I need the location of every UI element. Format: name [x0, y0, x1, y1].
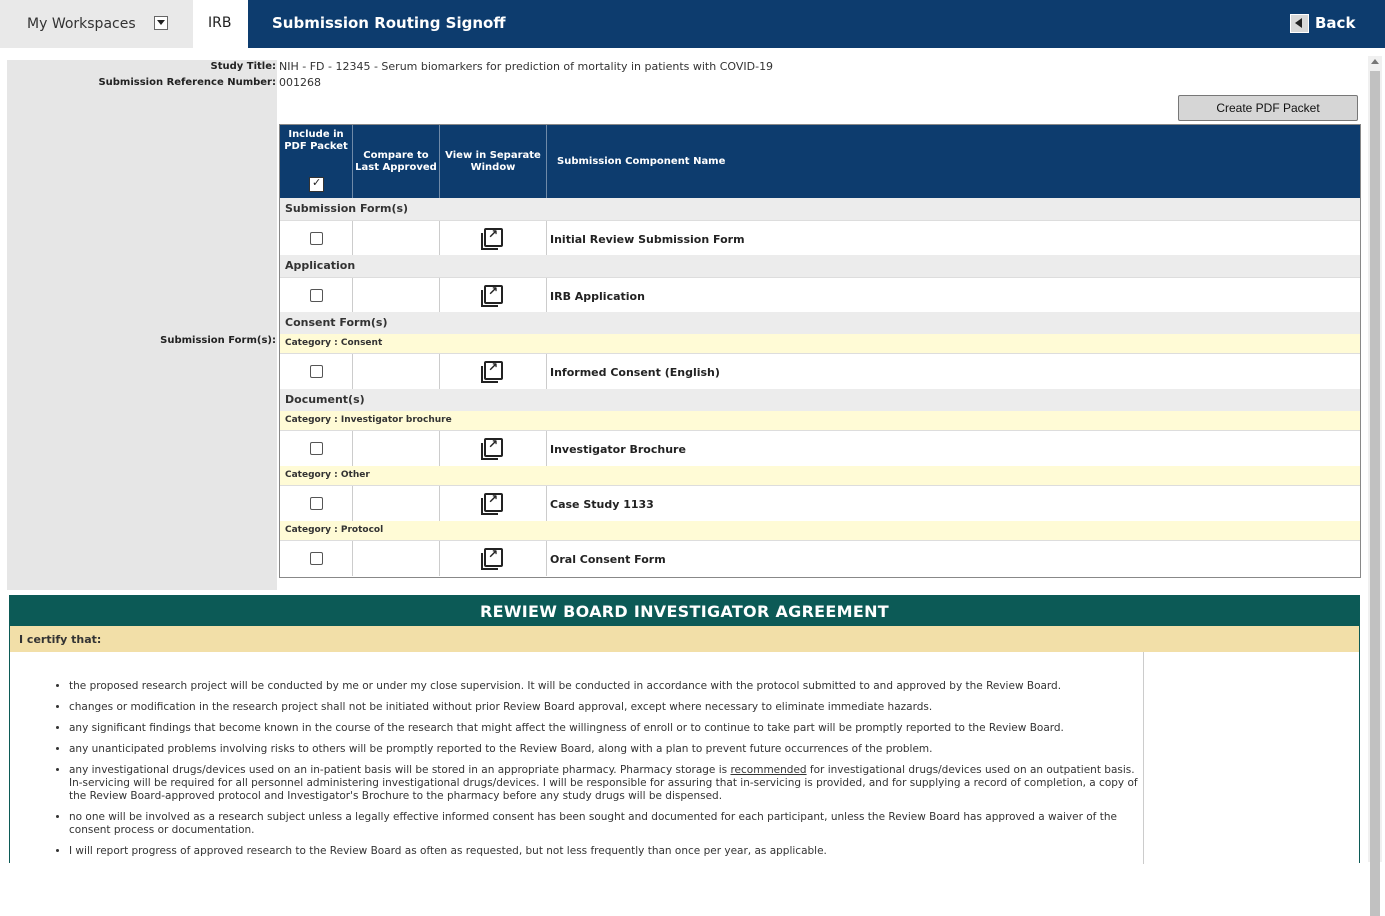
view-cell [440, 486, 547, 521]
include-checkbox[interactable] [310, 232, 323, 245]
compare-cell [353, 221, 440, 256]
compare-cell [353, 431, 440, 466]
compare-cell [353, 541, 440, 576]
open-external-icon[interactable] [484, 548, 503, 567]
include-cell [280, 354, 353, 389]
back-arrow-icon [1290, 14, 1309, 33]
view-cell [440, 431, 547, 466]
agreement-item: • any significant findings that become known in the course of the research that might affect the willingness of enroll or to continue to take part will be promptly reported to the Review Board. [69, 722, 1144, 735]
agreement-list [53, 680, 1144, 866]
my-workspaces-menu[interactable] [0, 0, 193, 48]
tab-irb-label: IRB [208, 15, 232, 31]
open-external-icon[interactable] [484, 438, 503, 457]
tab-irb[interactable] [193, 0, 248, 48]
agreement-item: • any unanticipated problems involving risks to others will be promptly reported to the Review Board, along with a plan to prevent future occurrences of the problem. [69, 743, 1144, 756]
group-label: Submission Form(s) [285, 202, 409, 215]
select-all-checkbox-icon[interactable] [309, 177, 324, 192]
table-row [280, 220, 1360, 256]
open-external-icon[interactable] [484, 361, 503, 380]
category-label: Category : Protocol [285, 525, 384, 535]
agreement-item: • changes or modification in the research project shall not be initiated without prior Review Board approval, except where necessary to eliminate immediate hazards. [69, 701, 1144, 714]
chevron-down-icon[interactable] [154, 16, 168, 30]
scroll-up-icon[interactable] [1371, 59, 1379, 64]
submission-forms-label: Submission Form(s): [160, 335, 276, 346]
recommended-link[interactable]: recommended [730, 764, 807, 776]
investigator-agreement-panel [9, 595, 1360, 863]
include-checkbox[interactable] [310, 365, 323, 378]
agreement-item: • the proposed research project will be conducted by me or under my close supervision. It will be conducted in accordance with the protocol submitted to and approved by the Review Board. [69, 680, 1144, 693]
agreement-body [10, 652, 1144, 864]
component-name: IRB Application [550, 290, 645, 303]
compare-cell [353, 486, 440, 521]
category-label: Category : Other [285, 470, 370, 480]
header-view [440, 125, 547, 198]
header-compare [353, 125, 440, 198]
view-cell [440, 221, 547, 256]
include-checkbox[interactable] [310, 442, 323, 455]
category-row [280, 521, 1360, 540]
header-name [547, 125, 1370, 198]
component-name: Investigator Brochure [550, 443, 686, 456]
category-row [280, 334, 1360, 353]
header-include-label: Include in PDF Packet [284, 129, 348, 152]
include-checkbox[interactable] [310, 497, 323, 510]
open-external-icon[interactable] [484, 228, 503, 247]
open-external-icon[interactable] [484, 493, 503, 512]
table-row [280, 353, 1360, 389]
group-label: Document(s) [285, 393, 365, 406]
vertical-scrollbar[interactable] [1368, 56, 1382, 862]
agreement-title: REWIEW BOARD INVESTIGATOR AGREEMENT [10, 596, 1359, 626]
page-title: Submission Routing Signoff [272, 14, 506, 32]
reference-number-value: 001268 [279, 76, 321, 89]
view-cell [440, 278, 547, 313]
table-row [280, 485, 1360, 521]
include-cell [280, 278, 353, 313]
open-external-icon[interactable] [484, 285, 503, 304]
group-label: Consent Form(s) [285, 316, 388, 329]
scrollbar-thumb[interactable] [1370, 71, 1380, 916]
include-checkbox[interactable] [310, 289, 323, 302]
category-row [280, 466, 1360, 485]
include-cell [280, 431, 353, 466]
my-workspaces-label: My Workspaces [27, 16, 136, 32]
certify-label: I certify that: [19, 633, 102, 646]
component-name: Initial Review Submission Form [550, 233, 745, 246]
form-label-column [7, 60, 277, 590]
category-label: Category : Investigator brochure [285, 415, 452, 425]
compare-cell [353, 354, 440, 389]
table-row [280, 277, 1360, 313]
back-label: Back [1315, 14, 1356, 32]
include-checkbox[interactable] [310, 552, 323, 565]
certify-header [10, 626, 1359, 652]
table-row [280, 540, 1360, 576]
header-compare-label: Compare to Last Approved [355, 149, 437, 173]
include-cell [280, 486, 353, 521]
group-header [280, 312, 1360, 334]
table-row [280, 430, 1360, 466]
view-cell [440, 354, 547, 389]
include-cell [280, 221, 353, 256]
include-cell [280, 541, 353, 576]
category-row [280, 411, 1360, 430]
component-name: Case Study 1133 [550, 498, 654, 511]
submission-components-table [279, 124, 1361, 578]
agreement-item-text: any investigational drugs/devices used on an in-patient basis will be stored in an appropriate pharmacy. Pharmacy storage is [69, 764, 728, 776]
agreement-item: • I will report progress of approved research to the Review Board as often as requested, but not less frequently than once per year, as applicable. [69, 845, 1144, 858]
agreement-item [69, 764, 1144, 803]
header-name-label: Submission Component Name [557, 155, 726, 167]
study-title-value: NIH - FD - 12345 - Serum biomarkers for prediction of mortality in patients with COVID-19 [279, 60, 774, 73]
component-name: Informed Consent (English) [550, 366, 720, 379]
category-label: Category : Consent [285, 338, 383, 348]
group-header [280, 389, 1360, 411]
create-pdf-packet-button[interactable]: Create PDF Packet [1178, 95, 1358, 121]
table-header [280, 125, 1360, 198]
agreement-item: • no one will be involved as a research subject unless a legally effective informed consent has been sought and documented for each participant, unless the Review Board has approved a waiver of the consent process or documentation. [69, 811, 1144, 837]
reference-number-label: Submission Reference Number: [98, 77, 276, 88]
back-button[interactable] [1290, 13, 1355, 33]
group-label: Application [285, 259, 356, 272]
study-title-label: Study Title: [210, 61, 276, 72]
top-navigation-bar [0, 0, 1385, 48]
group-header [280, 198, 1360, 220]
component-name: Oral Consent Form [550, 553, 666, 566]
view-cell [440, 541, 547, 576]
group-header [280, 255, 1360, 277]
agreement-item-text: for investigational drugs/devices used on an outpatient basis. In-servicing will be required for all personnel administering investigational drugs/devices. I will be responsible for assuring that in-servicing is provided, and for supplying a record of completion, a copy of the Review Board-approved protocol and Investigator's Brochure to the pharmacy before any study drugs will be dispensed. [69, 764, 1138, 802]
compare-cell [353, 278, 440, 313]
header-view-label: View in Separate Window [445, 149, 541, 173]
